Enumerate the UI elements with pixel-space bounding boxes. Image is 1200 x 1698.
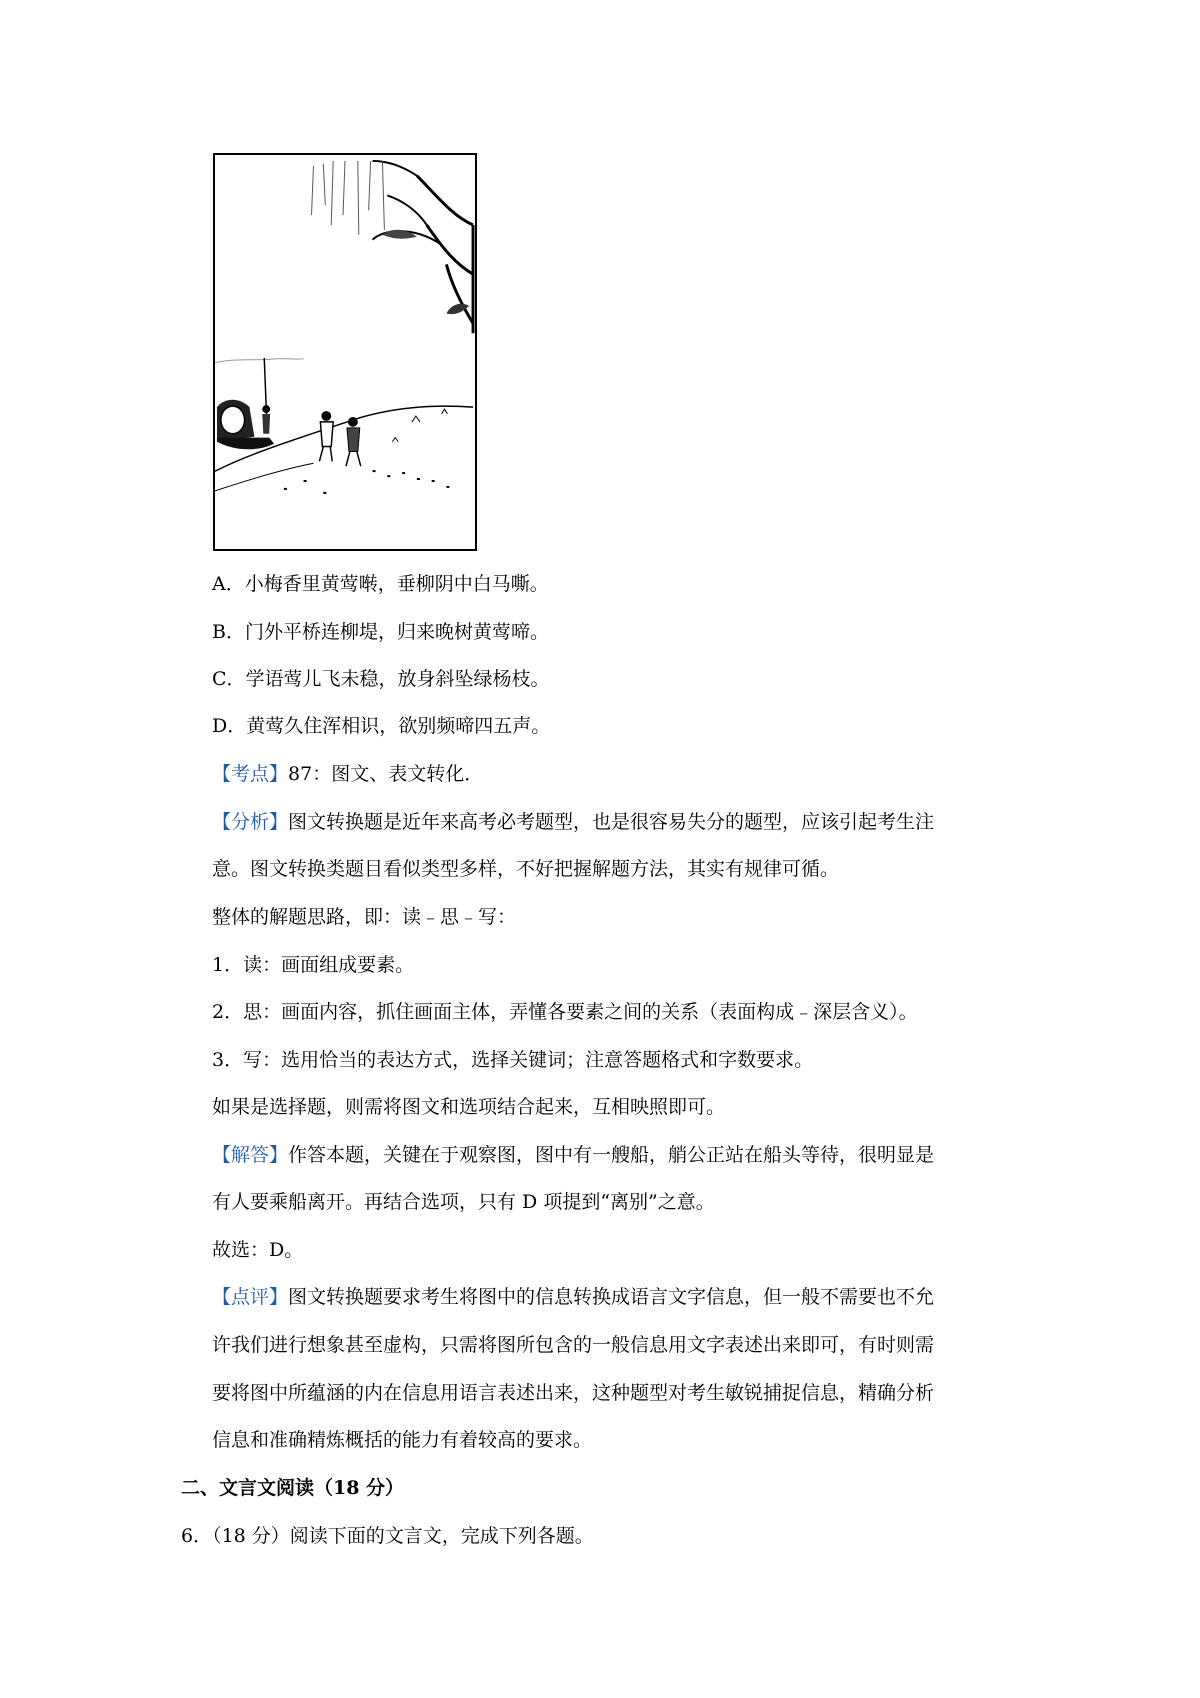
- step-2: 2．思：画面内容，抓住画面主体，弄懂各要素之间的关系（表面构成﹣深层含义）。: [212, 1001, 918, 1023]
- question-6: 6．（18 分）阅读下面的文言文，完成下列各题。: [181, 1525, 594, 1547]
- option-d-text: 黄莺久住浑相识，欲别频啼四五声。: [246, 715, 551, 737]
- dianping-label: 【点评】: [212, 1286, 289, 1308]
- fenxi-label: 【分析】: [212, 811, 289, 833]
- kaodian-paragraph: [212, 762, 483, 786]
- answer-line: 故选：D。: [212, 1239, 304, 1261]
- option-a-letter: A．: [212, 573, 245, 595]
- ink-illustration: [215, 155, 475, 549]
- jieda-line-1: [212, 1143, 934, 1167]
- jieda-label: 【解答】: [212, 1144, 289, 1166]
- fenxi-line-2: 意。图文转换类题目看似类型多样，不好把握解题方法，其实有规律可循。: [212, 858, 840, 880]
- fenxi-text-1: 图文转换题是近年来高考必考题型，也是很容易失分的题型，应该引起考生注: [288, 811, 935, 833]
- step-3: 3．写：选用恰当的表达方式，选择关键词；注意答题格式和字数要求。: [212, 1049, 814, 1071]
- jieda-text-1: 作答本题，关键在于观察图，图中有一艘船，艄公正站在船头等待，很明显是: [288, 1144, 935, 1166]
- steps-note: 如果是选择题，则需将图文和选项结合起来，互相映照即可。: [212, 1096, 726, 1118]
- option-b-text: 门外平桥连柳堤，归来晚树黄莺啼。: [244, 621, 549, 643]
- option-a-text: 小梅香里黄莺啭，垂柳阴中白马嘶。: [244, 573, 549, 595]
- kaodian-label: 【考点】: [212, 763, 289, 785]
- option-d-letter: D．: [212, 715, 247, 737]
- option-a: [212, 572, 549, 596]
- option-d: [212, 714, 550, 738]
- option-b-letter: B．: [212, 621, 245, 643]
- dianping-line-1: [212, 1285, 934, 1309]
- option-c: [212, 667, 550, 691]
- illustration-willow-boat-figure: [213, 153, 477, 551]
- steps-intro: 整体的解题思路，即：读﹣思﹣写：: [212, 906, 517, 928]
- jieda-line-2: 有人要乘船离开。再结合选项，只有 D 项提到“离别”之意。: [212, 1191, 715, 1213]
- dianping-text-1: 图文转换题要求考生将图中的信息转换成语言文字信息，但一般不需要也不允: [288, 1286, 935, 1308]
- step-1: 1．读：画面组成要素。: [212, 954, 415, 976]
- section-2-heading: 二、文言文阅读（18 分）: [181, 1477, 405, 1499]
- kaodian-text: 87：图文、表文转化．: [288, 763, 484, 785]
- dianping-line-3: 要将图中所蕴涵的内在信息用语言表述出来，这种题型对考生敏锐捕捉信息，精确分析: [212, 1382, 935, 1404]
- option-c-letter: C．: [212, 668, 246, 690]
- option-b: [212, 620, 549, 644]
- dianping-line-2: 许我们进行想象甚至虚构，只需将图所包含的一般信息用文字表述出来即可，有时则需: [212, 1334, 935, 1356]
- fenxi-line-1: [212, 810, 934, 834]
- dianping-line-4: 信息和准确精炼概括的能力有着较高的要求。: [212, 1429, 593, 1451]
- option-c-text: 学语莺儿飞未稳，放身斜坠绿杨枝。: [245, 668, 550, 690]
